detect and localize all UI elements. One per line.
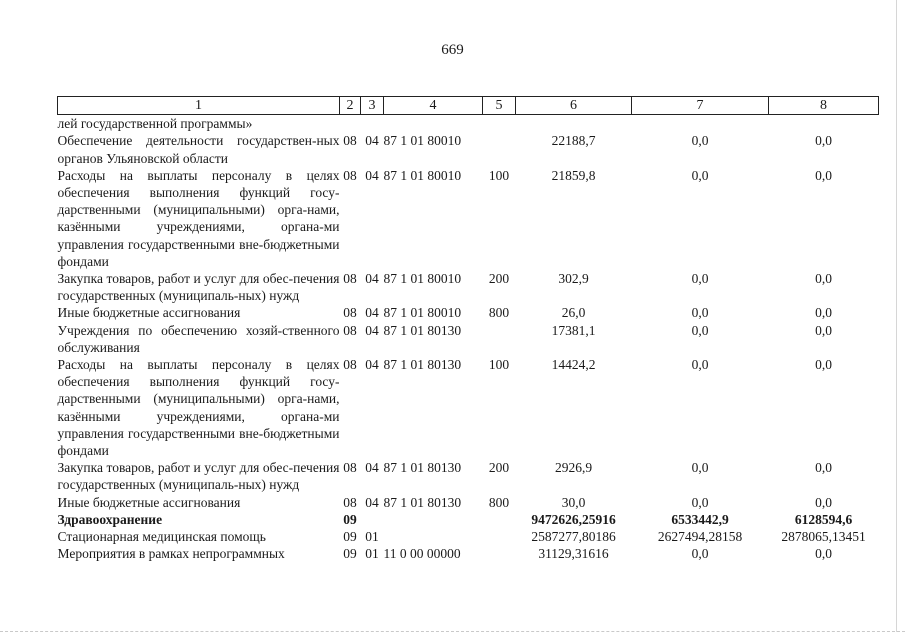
page-edge-bottom (0, 631, 905, 632)
section-code-cell (340, 115, 361, 133)
subsection-code-cell: 04 (365, 271, 379, 287)
section-code-cell: 09 (343, 511, 357, 527)
row-name-cell: лей государственной программы» (57, 116, 253, 132)
subsection-code-cell: 04 (365, 322, 379, 338)
amount-col7-cell: 0,0 (691, 271, 709, 287)
section-code-cell: 09 (343, 529, 357, 545)
amount-col7-cell: 0,0 (691, 546, 709, 562)
subsection-code-cell: 04 (365, 494, 379, 510)
table-row (58, 115, 879, 133)
section-code-cell: 08 (343, 494, 357, 510)
expense-type-cell: 100 (488, 357, 510, 373)
amount-col8-cell (769, 115, 879, 133)
expense-type-cell (483, 528, 516, 545)
header-col-5: 5 (483, 97, 516, 115)
subsection-code-cell (361, 511, 384, 528)
header-col-3: 3 (361, 97, 384, 115)
target-article-cell: 87 1 01 80130 (383, 460, 462, 476)
row-name-cell: Закупка товаров, работ и услуг для обес-печения государственных (муниципаль-ных) нужд (57, 460, 340, 493)
target-article-cell (384, 528, 483, 545)
subsection-code-cell: 04 (365, 133, 379, 149)
table-row (58, 322, 879, 356)
table-row (58, 304, 879, 321)
amount-col7-cell: 2627494,28158 (657, 529, 743, 545)
amount-col7-cell: 0,0 (691, 167, 709, 183)
subsection-code-cell (361, 115, 384, 133)
amount-col8-cell: 0,0 (815, 133, 832, 149)
table-row (58, 545, 879, 562)
section-code-cell: 09 (343, 546, 357, 562)
expense-type-cell: 800 (488, 305, 510, 321)
amount-col6-cell: 26,0 (561, 305, 586, 321)
row-name-cell: Закупка товаров, работ и услуг для обес-печения государственных (муниципаль-ных) нужд (57, 271, 340, 304)
amount-col6-cell: 2587277,80186 (531, 529, 616, 545)
header-col-2: 2 (340, 97, 361, 115)
amount-col7-cell: 0,0 (691, 133, 709, 149)
row-name-cell: Обеспечение деятельности государствен-ных органов Ульяновской области (57, 133, 340, 166)
amount-col8-cell: 0,0 (815, 271, 832, 287)
amount-col6-cell: 14424,2 (551, 357, 596, 373)
amount-col6-cell: 302,9 (558, 271, 589, 287)
amount-col7-cell: 0,0 (691, 357, 709, 373)
table-body (58, 115, 879, 563)
row-name-cell: Мероприятия в рамках непрограммных (57, 546, 285, 562)
subsection-code-cell: 01 (365, 529, 379, 545)
target-article-cell (384, 511, 483, 528)
amount-col6-cell: 22188,7 (551, 133, 596, 149)
amount-col7-cell: 0,0 (691, 494, 709, 510)
row-name-cell: Иные бюджетные ассигнования (57, 494, 241, 510)
expense-type-cell (483, 115, 516, 133)
amount-col8-cell: 6128594,6 (794, 511, 853, 527)
amount-col8-cell: 0,0 (815, 494, 832, 510)
row-name-cell: Иные бюджетные ассигнования (57, 305, 241, 321)
subsection-code-cell: 04 (365, 357, 379, 373)
target-article-cell: 87 1 01 80010 (383, 167, 462, 183)
page-edge-right (896, 0, 897, 632)
expense-type-cell: 800 (488, 494, 510, 510)
target-article-cell (384, 115, 483, 133)
section-code-cell: 08 (343, 322, 357, 338)
amount-col8-cell: 2878065,13451 (781, 529, 866, 545)
section-code-cell: 08 (343, 305, 357, 321)
expense-type-cell (483, 132, 516, 166)
amount-col6-cell: 2926,9 (554, 460, 593, 476)
section-code-cell: 08 (343, 133, 357, 149)
table-row (58, 270, 879, 304)
subsection-code-cell: 04 (365, 460, 379, 476)
page-number: 669 (441, 42, 464, 58)
section-code-cell: 08 (343, 167, 357, 183)
header-col-7: 7 (632, 97, 769, 115)
amount-col7-cell: 0,0 (691, 460, 709, 476)
amount-col8-cell: 0,0 (815, 305, 832, 321)
amount-col6-cell: 17381,1 (551, 322, 596, 338)
expense-type-cell (483, 545, 516, 562)
expense-type-cell: 200 (488, 271, 510, 287)
target-article-cell: 87 1 01 80010 (383, 305, 462, 321)
expense-type-cell (483, 511, 516, 528)
row-name-cell: Учреждения по обеспечению хозяй-ственного обслуживания (57, 322, 340, 355)
row-name-cell: Расходы на выплаты персоналу в целях обеспечения выполнения функций госу-дарственными (муниципальными) орга-нами, казёнными учреждениями, органа-ми управления государственными вне-бюджетными фондами (57, 167, 340, 269)
amount-col8-cell: 0,0 (815, 167, 832, 183)
amount-col6-cell: 30,0 (561, 494, 586, 510)
table-row (58, 511, 879, 528)
target-article-cell: 87 1 01 80130 (383, 322, 462, 338)
target-article-cell: 11 0 00 00000 (383, 546, 461, 562)
budget-table (57, 96, 879, 562)
amount-col7-cell: 0,0 (691, 305, 709, 321)
subsection-code-cell: 04 (365, 167, 379, 183)
table-header-row (58, 97, 879, 115)
row-name-cell: Стационарная медицинская помощь (57, 529, 266, 545)
amount-col7-cell: 0,0 (691, 322, 709, 338)
row-name-cell: Здравоохранение (57, 511, 163, 527)
amount-col8-cell: 0,0 (815, 546, 832, 562)
row-name-cell: Расходы на выплаты персоналу в целях обеспечения выполнения функций госу-дарственными (муниципальными) орга-нами, казёнными учреждениями, органа-ми управления государственными вне-бюджетными фондами (57, 357, 340, 459)
expense-type-cell: 100 (488, 167, 510, 183)
expense-type-cell: 200 (488, 460, 510, 476)
subsection-code-cell: 04 (365, 305, 379, 321)
amount-col7-cell: 6533442,9 (671, 511, 729, 527)
header-col-6: 6 (516, 97, 632, 115)
table-row (58, 167, 879, 270)
section-code-cell: 08 (343, 357, 357, 373)
section-code-cell: 08 (343, 271, 357, 287)
section-code-cell: 08 (343, 460, 357, 476)
amount-col6-cell: 21859,8 (551, 167, 596, 183)
target-article-cell: 87 1 01 80130 (383, 357, 462, 373)
amount-col7-cell (632, 115, 769, 133)
table-row (58, 459, 879, 493)
table-row (58, 528, 879, 545)
target-article-cell: 87 1 01 80010 (383, 133, 462, 149)
expense-type-cell (483, 322, 516, 356)
header-col-1: 1 (58, 97, 340, 115)
table-row (58, 356, 879, 459)
amount-col8-cell: 0,0 (815, 322, 832, 338)
amount-col6-cell: 31129,31616 (538, 546, 609, 562)
amount-col6-cell (516, 115, 632, 133)
target-article-cell: 87 1 01 80130 (383, 494, 462, 510)
table-row (58, 494, 879, 511)
table-row (58, 132, 879, 166)
subsection-code-cell: 01 (365, 546, 379, 562)
header-col-8: 8 (769, 97, 879, 115)
amount-col6-cell: 9472626,25916 (531, 511, 616, 527)
amount-col8-cell: 0,0 (815, 460, 832, 476)
target-article-cell: 87 1 01 80010 (383, 271, 462, 287)
amount-col8-cell: 0,0 (815, 357, 832, 373)
header-col-4: 4 (384, 97, 483, 115)
